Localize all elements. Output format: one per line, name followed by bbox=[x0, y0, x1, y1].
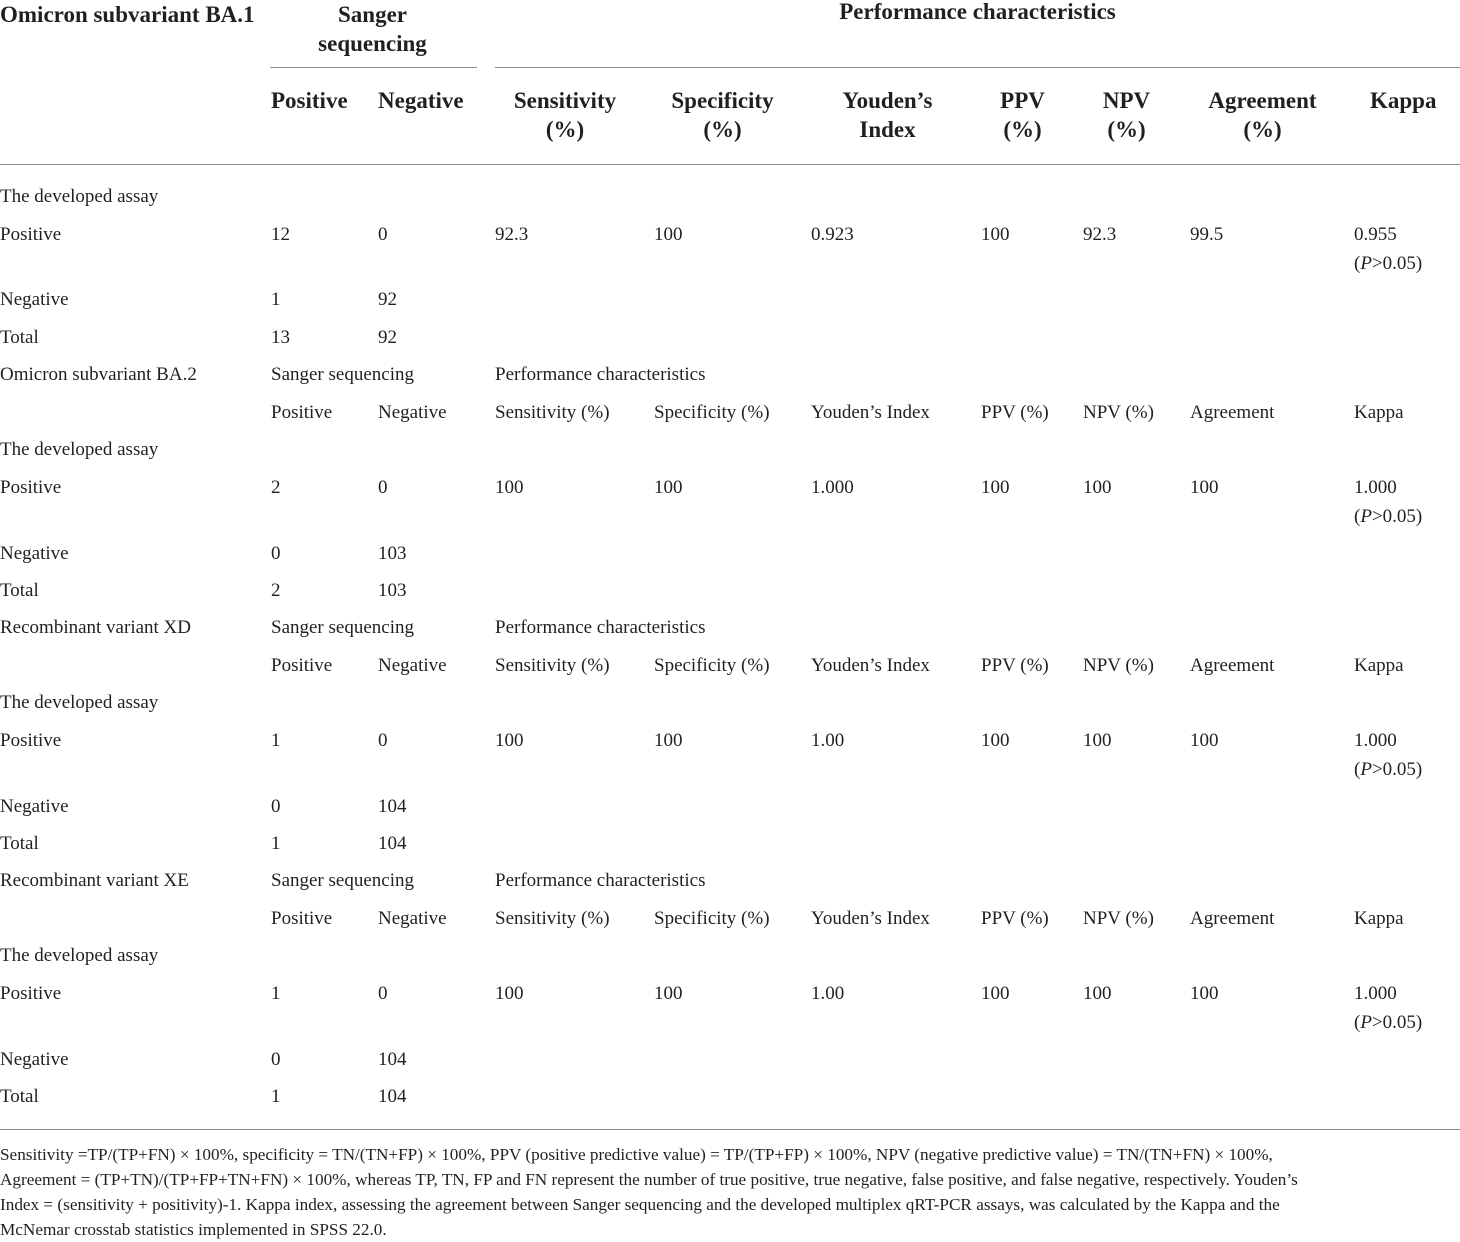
cell-positive: 0 bbox=[271, 543, 281, 564]
table-bottom-rule bbox=[0, 1129, 1460, 1130]
sub-header-agreement: Agreement bbox=[1190, 655, 1275, 676]
sub-header-specificity: Specificity (%) bbox=[654, 402, 770, 423]
cell-negative: 92 bbox=[378, 327, 397, 348]
sub-header-ppv: PPV (%) bbox=[981, 402, 1049, 423]
row-label: Negative bbox=[0, 543, 69, 564]
sub-header-npv: NPV (%) bbox=[1083, 908, 1154, 929]
footnote-line-4: McNemar crosstab statistics implemented in SPSS 22.0. bbox=[0, 1220, 387, 1239]
sub-header-sanger: Sanger sequencing bbox=[271, 364, 414, 385]
sub-header-positive: Positive bbox=[271, 655, 333, 676]
cell-negative: 0 bbox=[378, 224, 388, 245]
sub-header-specificity: Specificity (%) bbox=[654, 908, 770, 929]
row-label: Total bbox=[0, 1086, 39, 1107]
cell-kappa-p: (P>0.05) bbox=[1354, 759, 1423, 780]
cell-kappa: 1.000 bbox=[1354, 983, 1397, 1004]
cell-negative: 0 bbox=[378, 477, 388, 498]
cell-kappa-p: (P>0.05) bbox=[1354, 1012, 1423, 1033]
row-label: Positive bbox=[0, 477, 62, 498]
cell-negative: 104 bbox=[378, 796, 407, 817]
sub-header-agreement: Agreement bbox=[1190, 402, 1275, 423]
cell-kappa-p: (P>0.05) bbox=[1354, 253, 1423, 274]
sub-header-positive: Positive bbox=[271, 908, 333, 929]
sub-header-sanger: Sanger sequencing bbox=[271, 870, 414, 891]
sub-header-negative: Negative bbox=[378, 655, 447, 676]
row-label: Negative bbox=[0, 1049, 69, 1070]
cell-youden: 0.923 bbox=[811, 224, 854, 245]
cell-npv: 100 bbox=[1083, 477, 1112, 498]
cell-positive: 13 bbox=[271, 327, 290, 348]
row-label: Total bbox=[0, 327, 39, 348]
cell-negative: 0 bbox=[378, 730, 388, 751]
sub-header-negative: Negative bbox=[378, 908, 447, 929]
header-bottom-rule bbox=[0, 164, 1460, 165]
sub-header-youden: Youden’s Index bbox=[811, 655, 930, 676]
cell-specificity: 100 bbox=[654, 224, 683, 245]
row-label: Negative bbox=[0, 796, 69, 817]
cell-sensitivity: 100 bbox=[495, 730, 524, 751]
cell-agreement: 99.5 bbox=[1190, 224, 1224, 245]
header-sensitivity: Sensitivity (%) bbox=[513, 88, 617, 142]
cell-ppv: 100 bbox=[981, 730, 1010, 751]
row-label: Positive bbox=[0, 983, 62, 1004]
section-title: Omicron subvariant BA.2 bbox=[0, 364, 197, 385]
sub-header-specificity: Specificity (%) bbox=[654, 655, 770, 676]
cell-positive: 1 bbox=[271, 833, 281, 854]
cell-agreement: 100 bbox=[1190, 730, 1219, 751]
cell-youden: 1.00 bbox=[811, 983, 845, 1004]
cell-positive: 2 bbox=[271, 477, 281, 498]
table-footnote bbox=[0, 1142, 1460, 1242]
header-variant-title: Omicron subvariant BA.1 bbox=[0, 2, 255, 27]
sub-header-ppv: PPV (%) bbox=[981, 655, 1049, 676]
cell-negative: 104 bbox=[378, 833, 407, 854]
sub-header-kappa: Kappa bbox=[1354, 402, 1404, 423]
cell-agreement: 100 bbox=[1190, 477, 1219, 498]
header-specificity: Specificity (%) bbox=[671, 88, 774, 142]
sub-header-performance: Performance characteristics bbox=[495, 617, 706, 638]
header-negative: Negative bbox=[378, 88, 464, 113]
row-label: Total bbox=[0, 833, 39, 854]
cell-npv: 92.3 bbox=[1083, 224, 1117, 245]
cell-ppv: 100 bbox=[981, 224, 1010, 245]
row-label: Positive bbox=[0, 730, 62, 751]
cell-positive: 1 bbox=[271, 1086, 281, 1107]
cell-agreement: 100 bbox=[1190, 983, 1219, 1004]
assay-label: The developed assay bbox=[0, 692, 159, 713]
cell-sensitivity: 100 bbox=[495, 477, 524, 498]
cell-ppv: 100 bbox=[981, 983, 1010, 1004]
sub-header-ppv: PPV (%) bbox=[981, 908, 1049, 929]
cell-positive: 0 bbox=[271, 796, 281, 817]
cell-positive: 12 bbox=[271, 224, 290, 245]
row-label: Total bbox=[0, 580, 39, 601]
header-agreement: Agreement (%) bbox=[1208, 88, 1317, 142]
sub-header-kappa: Kappa bbox=[1354, 655, 1404, 676]
cell-positive: 0 bbox=[271, 1049, 281, 1070]
cell-positive: 1 bbox=[271, 730, 281, 751]
sub-header-sensitivity: Sensitivity (%) bbox=[495, 402, 610, 423]
cell-specificity: 100 bbox=[654, 477, 683, 498]
row-label: Positive bbox=[0, 224, 62, 245]
header-ppv: PPV (%) bbox=[1000, 88, 1045, 142]
cell-negative: 103 bbox=[378, 543, 407, 564]
cell-positive: 2 bbox=[271, 580, 281, 601]
cell-npv: 100 bbox=[1083, 983, 1112, 1004]
sub-header-youden: Youden’s Index bbox=[811, 908, 930, 929]
row-label: Negative bbox=[0, 289, 69, 310]
sub-header-npv: NPV (%) bbox=[1083, 402, 1154, 423]
cell-negative: 104 bbox=[378, 1086, 407, 1107]
footnote-line-2: Agreement = (TP+TN)/(TP+FP+TN+FN) × 100%, whereas TP, TN, FP and FN represent the number of true positive, true negative, false positive, and false negative, respectively. Youden’s bbox=[0, 1170, 1298, 1189]
cell-kappa: 0.955 bbox=[1354, 224, 1397, 245]
cell-negative: 92 bbox=[378, 289, 397, 310]
assay-label: The developed assay bbox=[0, 186, 159, 207]
sub-header-sensitivity: Sensitivity (%) bbox=[495, 908, 610, 929]
header-npv: NPV (%) bbox=[1102, 88, 1151, 142]
sub-header-positive: Positive bbox=[271, 402, 333, 423]
header-performance-group: Performance characteristics bbox=[839, 0, 1116, 24]
cell-youden: 1.00 bbox=[811, 730, 845, 751]
cell-kappa: 1.000 bbox=[1354, 730, 1397, 751]
cell-kappa: 1.000 bbox=[1354, 477, 1397, 498]
footnote-line-3: Index = (sensitivity + positivity)-1. Kappa index, assessing the agreement between Sanger sequencing and the developed multiplex qRT-PCR assays, was calculated by the Kappa and the bbox=[0, 1195, 1280, 1214]
header-positive: Positive bbox=[271, 88, 348, 113]
cell-sensitivity: 100 bbox=[495, 983, 524, 1004]
sub-header-npv: NPV (%) bbox=[1083, 655, 1154, 676]
cell-sensitivity: 92.3 bbox=[495, 224, 529, 245]
cell-negative: 104 bbox=[378, 1049, 407, 1070]
performance-group-rule bbox=[495, 67, 1460, 68]
cell-youden: 1.000 bbox=[811, 477, 854, 498]
sub-header-performance: Performance characteristics bbox=[495, 870, 706, 891]
header-kappa: Kappa bbox=[1370, 88, 1437, 113]
sanger-group-rule bbox=[270, 67, 477, 68]
assay-label: The developed assay bbox=[0, 945, 159, 966]
header-sanger-group: Sanger sequencing bbox=[318, 2, 427, 56]
cell-npv: 100 bbox=[1083, 730, 1112, 751]
cell-ppv: 100 bbox=[981, 477, 1010, 498]
footnote-line-1: Sensitivity =TP/(TP+FN) × 100%, specificity = TN/(TN+FP) × 100%, PPV (positive predictive value) = TP/(TP+FP) × 100%, NPV (negative predictive value) = TN/(TN+FN) × 100%, bbox=[0, 1145, 1273, 1164]
sub-header-kappa: Kappa bbox=[1354, 908, 1404, 929]
cell-specificity: 100 bbox=[654, 983, 683, 1004]
cell-positive: 1 bbox=[271, 983, 281, 1004]
sub-header-sanger: Sanger sequencing bbox=[271, 617, 414, 638]
cell-negative: 103 bbox=[378, 580, 407, 601]
sub-header-agreement: Agreement bbox=[1190, 908, 1275, 929]
section-title: Recombinant variant XD bbox=[0, 617, 192, 638]
cell-positive: 1 bbox=[271, 289, 281, 310]
sub-header-negative: Negative bbox=[378, 402, 447, 423]
section-title: Recombinant variant XE bbox=[0, 870, 189, 891]
header-youden: Youden’s Index bbox=[842, 88, 933, 142]
cell-kappa-p: (P>0.05) bbox=[1354, 506, 1423, 527]
sub-header-sensitivity: Sensitivity (%) bbox=[495, 655, 610, 676]
cell-specificity: 100 bbox=[654, 730, 683, 751]
sub-header-youden: Youden’s Index bbox=[811, 402, 930, 423]
assay-label: The developed assay bbox=[0, 439, 159, 460]
cell-negative: 0 bbox=[378, 983, 388, 1004]
sub-header-performance: Performance characteristics bbox=[495, 364, 706, 385]
